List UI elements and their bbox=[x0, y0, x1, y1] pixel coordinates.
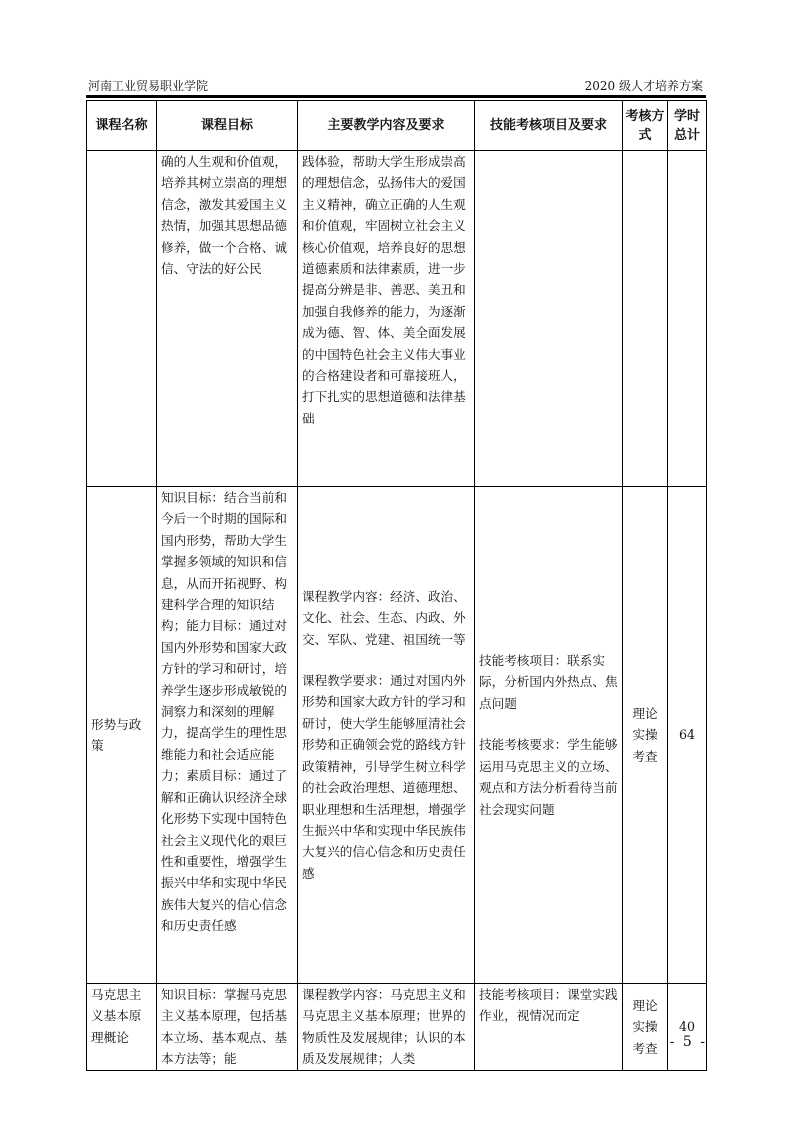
page-number: - 5 - bbox=[669, 1034, 707, 1050]
institution-name: 河南工业贸易职业学院 bbox=[88, 79, 209, 93]
teaching-content-cell: 课程教学内容：马克思主义和马克思主义基本原理；世界的物质性及发展规律；认识的本质及发展规律；人类 bbox=[298, 984, 475, 1071]
column-header-course-goal: 课程目标 bbox=[157, 101, 298, 151]
skill-assessment-cell bbox=[475, 151, 623, 487]
skill-requirement-text: 技能考核要求：学生能够运用马克思主义的立场、观点和方法分析看待当前社会现实问题 bbox=[479, 737, 618, 817]
document-title: 2020 级人才培养方案 bbox=[584, 79, 703, 93]
table-row bbox=[87, 487, 707, 984]
skill-project-text: 技能考核项目：联系实际，分析国内外热点、焦点问题 bbox=[479, 653, 618, 711]
course-name-cell: 形势与政策 bbox=[87, 487, 157, 984]
course-table bbox=[86, 100, 707, 1071]
teaching-requirement-text: 课程教学要求：通过对国内外形势和国家大政方针的学习和研讨，使大学生能够厘清社会形势和正确领会党的路线方针政策精神，引导学生树立科学的社会政治理想、道德理想、职业理想和生活理想，增强学生振兴中华和实现中华民族伟大复兴的信心信念和历史责任感 bbox=[302, 673, 466, 881]
table-header-row bbox=[87, 101, 707, 151]
course-goal-cell: 确的人生观和价值观，培养其树立崇高的理想信念，激发其爱国主义热情，加强其思想品德修养，做一个合格、诚信、守法的好公民 bbox=[157, 151, 298, 487]
teaching-content-intro: 课程教学内容：经济、政治、文化、社会、生态、内政、外交、军队、党建、祖国统一等 bbox=[302, 588, 466, 647]
table-row bbox=[87, 984, 707, 1071]
assessment-method-cell: 理论实操考查 bbox=[623, 487, 668, 984]
header-divider bbox=[86, 95, 706, 98]
teaching-content-text: 践体验，帮助大学生形成崇高的理想信念，弘扬伟大的爱国主义精神，确立正确的人生观和价值观，牢固树立社会主义核心价值观，培养良好的思想道德素质和法律素质，进一步提高分辨是非、善恶、美丑和加强自我修养的能力，为逐渐成为德、智、体、美全面发展的中国特色社会主义伟大事业的合格建设者和可靠接班人，打下扎实的思想道德和法律基础 bbox=[302, 154, 466, 426]
column-header-total-hours: 学时总计 bbox=[668, 101, 707, 151]
column-header-teaching-content: 主要教学内容及要求 bbox=[298, 101, 475, 151]
assessment-method-cell: 理论实操考查 bbox=[623, 984, 668, 1071]
column-header-course-name: 课程名称 bbox=[87, 101, 157, 151]
column-header-skill-assessment: 技能考核项目及要求 bbox=[475, 101, 623, 151]
course-goal-cell: 知识目标：掌握马克思主义基本原理，包括基本立场、基本观点、基本方法等；能 bbox=[157, 984, 298, 1071]
column-header-assessment-method: 考核方式 bbox=[623, 101, 668, 151]
total-hours-cell: 40 bbox=[668, 984, 707, 1071]
course-name-cell bbox=[87, 151, 157, 487]
skill-assessment-cell: 技能考核项目：课堂实践作业，视情况而定 bbox=[475, 984, 623, 1071]
teaching-content-cell bbox=[298, 487, 475, 984]
total-hours-cell bbox=[668, 151, 707, 487]
total-hours-cell: 64 bbox=[668, 487, 707, 984]
skill-assessment-cell bbox=[475, 487, 623, 984]
table-row bbox=[87, 151, 707, 487]
course-goal-cell: 知识目标：结合当前和今后一个时期的国际和国内形势，帮助大学生掌握多领域的知识和信息，从而开拓视野、构建科学合理的知识结构；能力目标：通过对国内外形势和国家大政方针的学习和研讨，培养学生逐步形成敏锐的洞察力和深刻的理解力，提高学生的理性思维能力和社会适应能力；素质目标：通过了解和正确认识经济全球化形势下实现中国特色社会主义现代化的艰巨性和重要性，增强学生振兴中华和实现中华民族伟大复兴的信心信念和历史责任感 bbox=[157, 487, 298, 984]
course-name-cell: 马克思主义基本原理概论 bbox=[87, 984, 157, 1071]
teaching-content-cell bbox=[298, 151, 475, 487]
assessment-method-cell bbox=[623, 151, 668, 487]
running-header bbox=[86, 78, 703, 96]
